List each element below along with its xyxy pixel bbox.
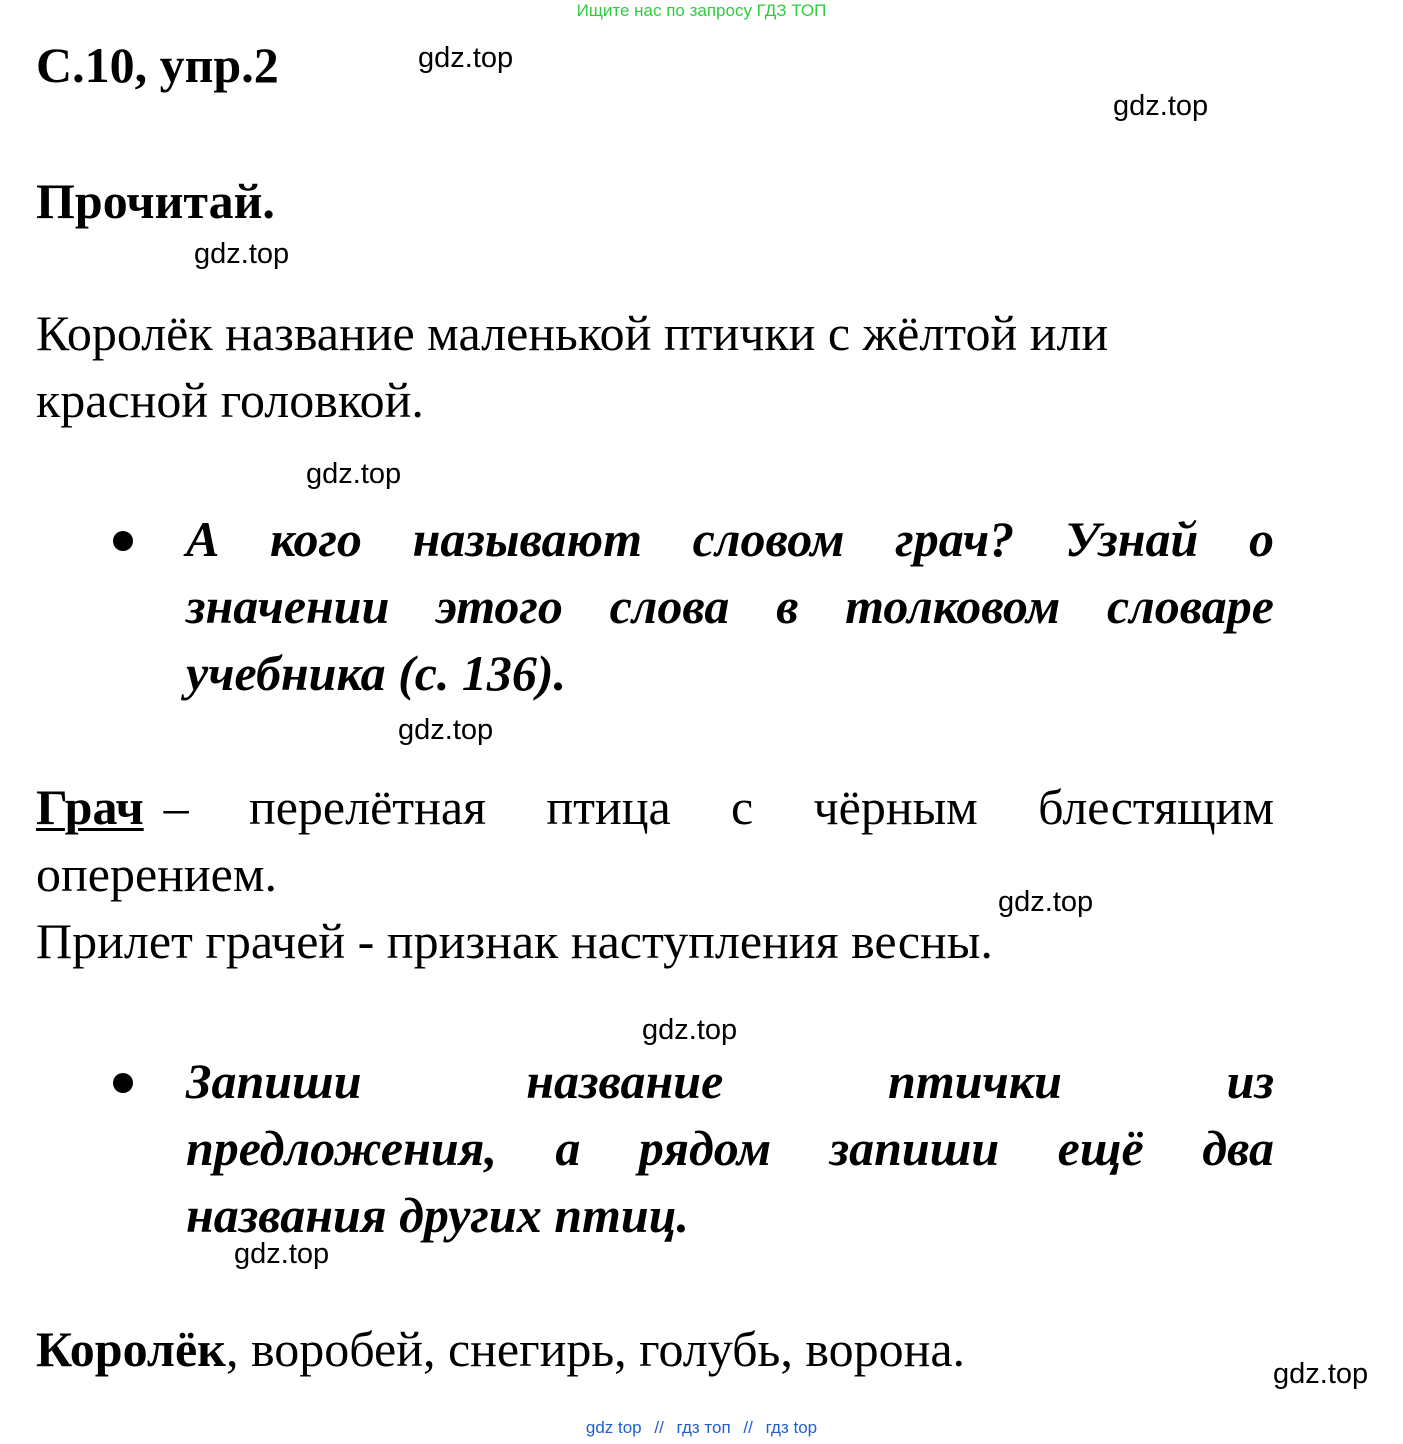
watermark: gdz.top bbox=[418, 42, 514, 74]
footer-link[interactable]: гдз топ bbox=[676, 1418, 731, 1437]
footer-link[interactable]: gdz top bbox=[585, 1418, 642, 1437]
footer-separator: // bbox=[743, 1418, 753, 1437]
footer-link[interactable]: гдз top bbox=[765, 1418, 818, 1437]
task2-line: Запиши название птички из bbox=[186, 1053, 1274, 1109]
definition-example: Прилет грачей - признак наступления весны. bbox=[36, 913, 993, 969]
task2-line: названия других птиц. bbox=[186, 1187, 690, 1243]
answer-rest: , воробей, снегирь, голубь, ворона. bbox=[225, 1321, 966, 1377]
watermark: gdz.top bbox=[998, 886, 1094, 918]
page-title: С.10, упр.2 bbox=[36, 37, 279, 93]
footer-links bbox=[0, 1418, 1403, 1438]
definition-line: оперением. bbox=[36, 846, 277, 902]
reading-text-line: Королёк название маленькой птички с жёлтой или bbox=[36, 305, 1109, 361]
watermark: gdz.top bbox=[194, 238, 290, 270]
definition-text: – перелётная птица с чёрным блестящим bbox=[163, 779, 1274, 835]
instruction: Прочитай. bbox=[36, 173, 275, 229]
footer-separator: // bbox=[654, 1418, 664, 1437]
watermark: gdz.top bbox=[398, 714, 494, 746]
answer bbox=[36, 1321, 966, 1377]
top-banner: Ищите нас по запросу ГДЗ ТОП bbox=[576, 1, 827, 20]
watermark: gdz.top bbox=[234, 1238, 330, 1270]
task2-line: предложения, а рядом запиши ещё два bbox=[186, 1120, 1274, 1176]
watermark: gdz.top bbox=[642, 1014, 738, 1046]
bullet-point bbox=[113, 1073, 133, 1093]
definition-term: Грач bbox=[36, 779, 144, 835]
watermark: gdz.top bbox=[1113, 90, 1209, 122]
answer-bold-word: Королёк bbox=[36, 1321, 226, 1377]
bullet-point bbox=[113, 531, 133, 551]
watermark: gdz.top bbox=[1273, 1358, 1369, 1390]
reading-text-line: красной головкой. bbox=[36, 372, 424, 428]
task1-line: учебника (с. 136). bbox=[186, 645, 567, 701]
definition-line bbox=[36, 779, 1274, 835]
watermark: gdz.top bbox=[306, 458, 402, 490]
task1-line: значении этого слова в толковом словаре bbox=[186, 578, 1274, 634]
task1-line: А кого называют словом грач? Узнай о bbox=[186, 511, 1274, 567]
